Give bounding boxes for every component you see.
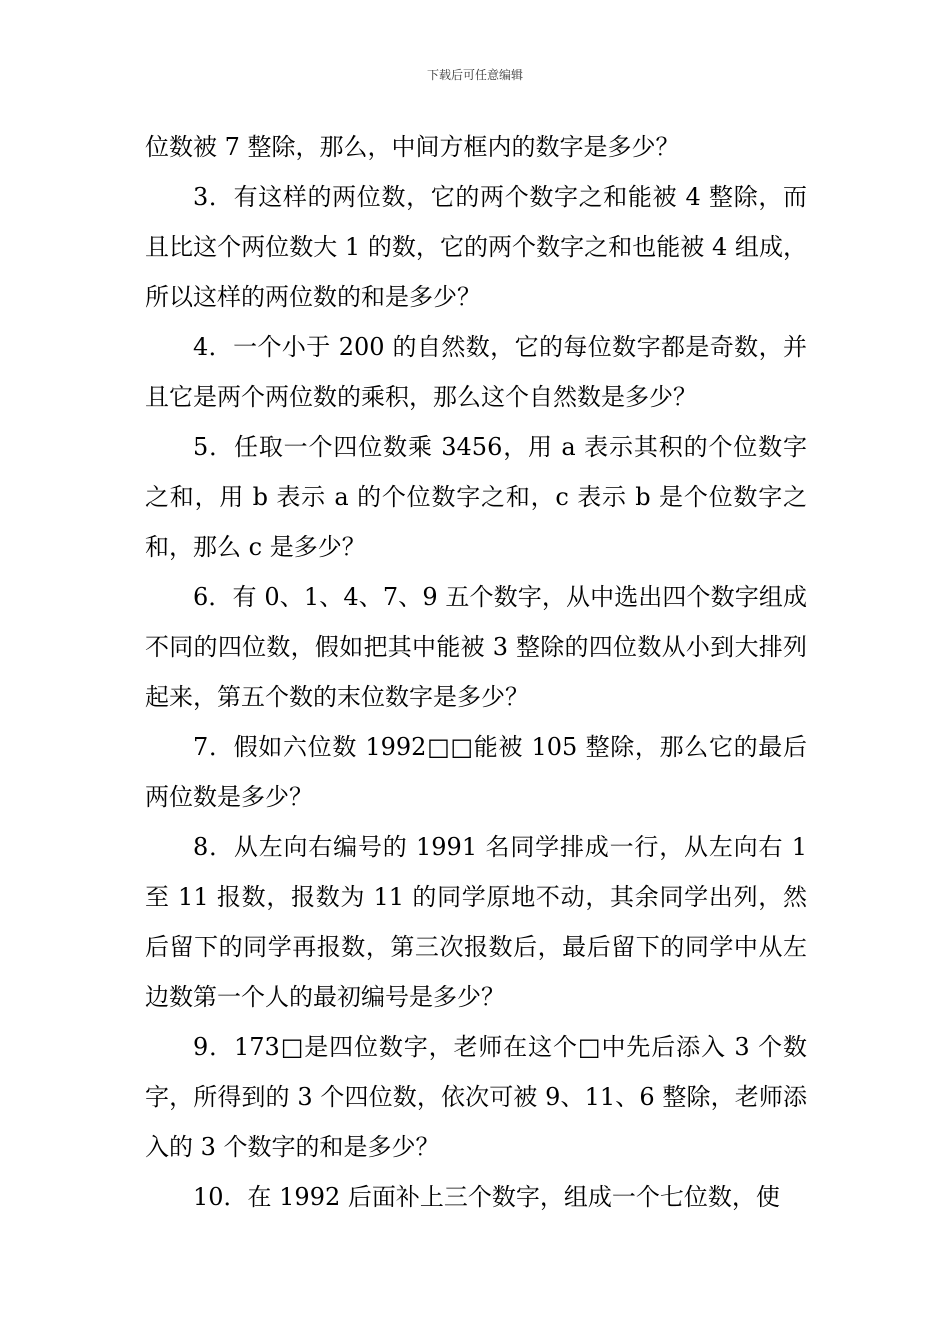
question-5: 5．任取一个四位数乘 3456，用 a 表示其积的个位数字之和，用 b 表示 a 的个位数字之和，c 表示 b 是个位数字之和，那么 c 是多少？ (145, 433, 807, 561)
question-7: 7．假如六位数 1992□□能被 105 整除，那么它的最后两位数是多少？ (145, 733, 807, 811)
question-4: 4．一个小于 200 的自然数，它的每位数字都是奇数，并且它是两个两位数的乘积，那么这个自然数是多少？ (145, 333, 807, 411)
paragraph-continuation: 位数被 7 整除，那么，中间方框内的数字是多少？ (145, 133, 680, 161)
question-10: 10．在 1992 后面补上三个数字，组成一个七位数，使 (193, 1183, 780, 1211)
question-9: 9．173□是四位数字，老师在这个□中先后添入 3 个数字，所得到的 3 个四位数，依次可被 9、11、6 整除，老师添入的 3 个数字的和是多少？ (145, 1033, 807, 1161)
question-6: 6．有 0、1、4、7、9 五个数字，从中选出四个数字组成不同的四位数，假如把其中能被 3 整除的四位数从小到大排列起来，第五个数的末位数字是多少？ (145, 583, 807, 711)
question-3: 3．有这样的两位数，它的两个数字之和能被 4 整除，而且比这个两位数大 1 的数，它的两个数字之和也能被 4 组成，所以这样的两位数的和是多少？ (145, 183, 807, 311)
question-8: 8．从左向右编号的 1991 名同学排成一行，从左向右 1 至 11 报数，报数为 11 的同学原地不动，其余同学出列，然后留下的同学再报数，第三次报数后，最后留下的同学中从左边数第一个人的最初编号是多少？ (145, 833, 807, 1011)
page-header: 下载后可任意编辑 (426, 68, 523, 82)
page-body (145, 122, 807, 1222)
